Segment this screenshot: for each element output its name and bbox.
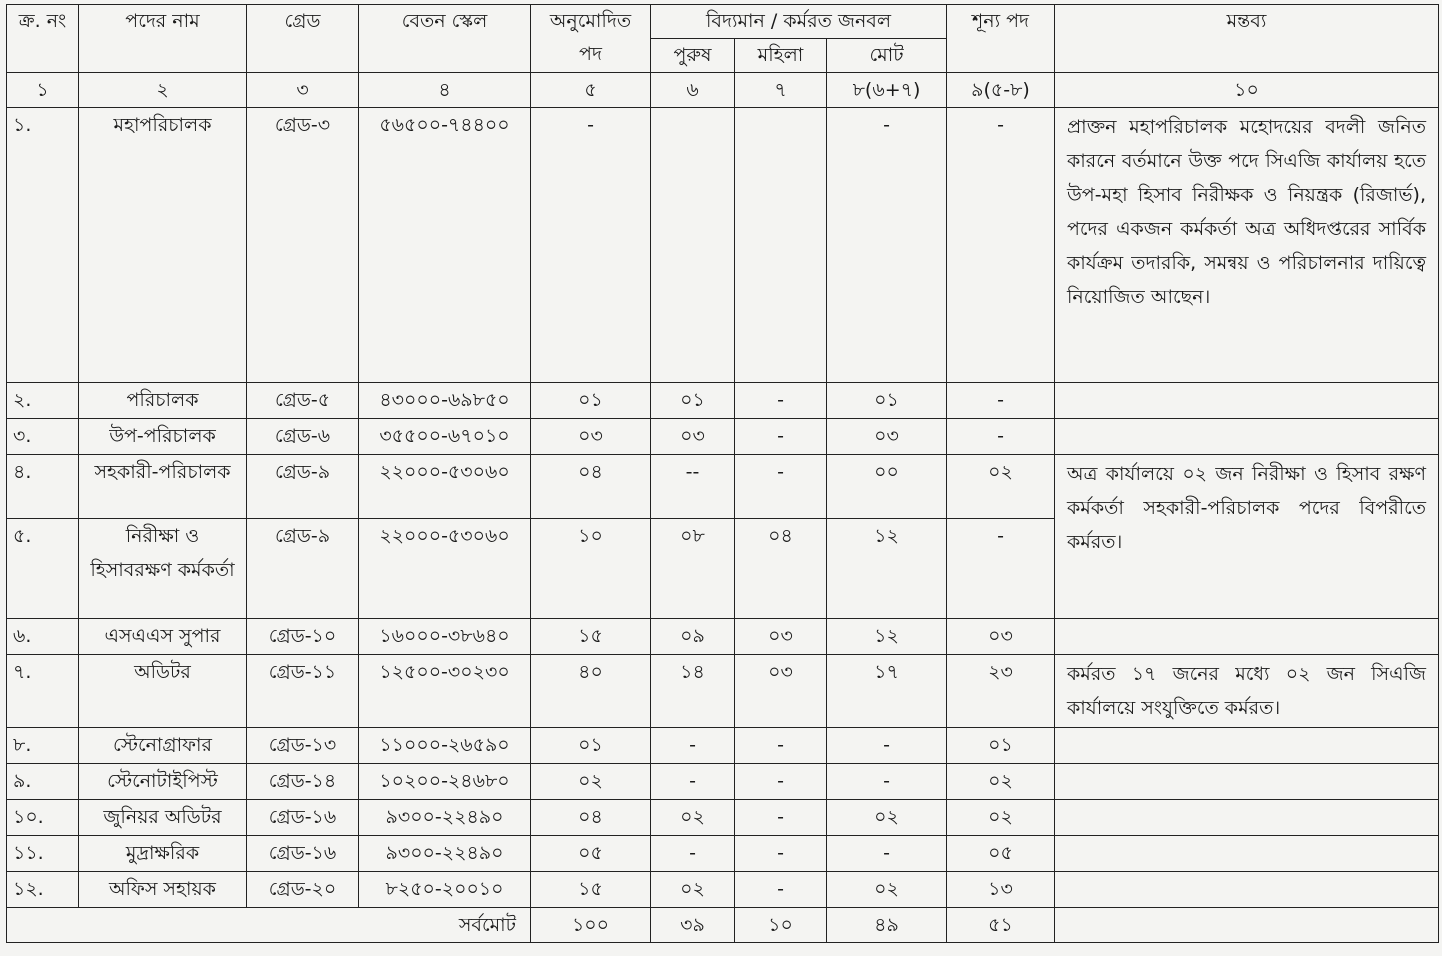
cell-vacant: ০২ — [947, 764, 1055, 800]
cell-serial: ১. — [7, 108, 79, 383]
header-vacant: শূন্য পদ — [947, 5, 1055, 73]
manpower-table — [6, 4, 1439, 943]
total-approved: ১০০ — [531, 908, 651, 943]
header-pay-scale: বেতন স্কেল — [359, 5, 531, 73]
col-number: ৪ — [359, 73, 531, 108]
cell-vacant: - — [947, 108, 1055, 383]
cell-post-name: পরিচালক — [79, 383, 247, 419]
total-vacant: ৫১ — [947, 908, 1055, 943]
cell-grade: গ্রেড-১১ — [247, 655, 359, 728]
cell-male: ০২ — [651, 872, 735, 908]
cell-approved: ১০ — [531, 519, 651, 619]
header-grade: গ্রেড — [247, 5, 359, 73]
cell-female: - — [735, 455, 827, 519]
cell-male: - — [651, 728, 735, 764]
cell-female: - — [735, 836, 827, 872]
cell-vacant: ১৩ — [947, 872, 1055, 908]
cell-total: ১২ — [827, 519, 947, 619]
cell-female: - — [735, 872, 827, 908]
cell-vacant: ০১ — [947, 728, 1055, 764]
cell-pay-scale: ২২০০০-৫৩০৬০ — [359, 455, 531, 519]
cell-grade: গ্রেড-১৪ — [247, 764, 359, 800]
cell-male — [651, 108, 735, 383]
col-number: ৫ — [531, 73, 651, 108]
cell-female: ০৩ — [735, 619, 827, 655]
cell-pay-scale: ৪৩০০০-৬৯৮৫০ — [359, 383, 531, 419]
col-number: ১ — [7, 73, 79, 108]
cell-pay-scale: ১৬০০০-৩৮৬৪০ — [359, 619, 531, 655]
cell-female: - — [735, 383, 827, 419]
cell-serial: ৩. — [7, 419, 79, 455]
cell-serial: ১১. — [7, 836, 79, 872]
table-row — [7, 108, 1439, 383]
header-female: মহিলা — [735, 39, 827, 73]
cell-grade: গ্রেড-৩ — [247, 108, 359, 383]
cell-approved: ০২ — [531, 764, 651, 800]
cell-female: - — [735, 800, 827, 836]
cell-approved: ০৩ — [531, 419, 651, 455]
cell-vacant: ০৫ — [947, 836, 1055, 872]
cell-post-name: এসএএস সুপার — [79, 619, 247, 655]
cell-post-name: স্টেনোগ্রাফার — [79, 728, 247, 764]
header-total: মোট — [827, 39, 947, 73]
cell-remark: প্রাক্তন মহাপরিচালক মহোদয়ের বদলী জনিত কারনে বর্তমানে উক্ত পদে সিএজি কার্যালয় হতে উপ-মহা হিসাব নিরীক্ষক ও নিয়ন্ত্রক (রিজার্ভ), পদের একজন কর্মকর্তা অত্র অধিদপ্তরের সার্বিক কার্যক্রম তদারকি, সমন্বয় ও পরিচালনার দায়িত্বে নিয়োজিত আছেন। — [1055, 108, 1439, 383]
cell-serial: ৯. — [7, 764, 79, 800]
cell-grade: গ্রেড-৫ — [247, 383, 359, 419]
cell-serial: ৭. — [7, 655, 79, 728]
cell-female: ০৩ — [735, 655, 827, 728]
col-number: ১০ — [1055, 73, 1439, 108]
header-male: পুরুষ — [651, 39, 735, 73]
table-row — [7, 872, 1439, 908]
cell-approved: - — [531, 108, 651, 383]
cell-remark: কর্মরত ১৭ জনের মধ্যে ০২ জন সিএজি কার্যালয়ে সংযুক্তিতে কর্মরত। — [1055, 655, 1439, 728]
cell-remark — [1055, 419, 1439, 455]
cell-post-name: অডিটর — [79, 655, 247, 728]
cell-approved: ০৪ — [531, 800, 651, 836]
cell-serial: ১০. — [7, 800, 79, 836]
cell-male: ১৪ — [651, 655, 735, 728]
cell-post-name: অফিস সহায়ক — [79, 872, 247, 908]
cell-male: - — [651, 764, 735, 800]
cell-remark — [1055, 800, 1439, 836]
cell-total: - — [827, 728, 947, 764]
cell-female — [735, 108, 827, 383]
cell-male: -- — [651, 455, 735, 519]
cell-total: - — [827, 108, 947, 383]
cell-serial: ২. — [7, 383, 79, 419]
cell-approved: ০৪ — [531, 455, 651, 519]
cell-serial: ৫. — [7, 519, 79, 619]
cell-grade: গ্রেড-১৬ — [247, 836, 359, 872]
table-row — [7, 455, 1439, 519]
table-row — [7, 728, 1439, 764]
cell-remark — [1055, 619, 1439, 655]
cell-post-name: মুদ্রাক্ষরিক — [79, 836, 247, 872]
header-remarks: মন্তব্য — [1055, 5, 1439, 73]
table-row — [7, 800, 1439, 836]
cell-vacant: ২৩ — [947, 655, 1055, 728]
cell-remark: অত্র কার্যালয়ে ০২ জন নিরীক্ষা ও হিসাব রক্ষণ কর্মকর্তা সহকারী-পরিচালক পদের বিপরীতে কর্মরত। — [1055, 455, 1439, 619]
cell-post-name: মহাপরিচালক — [79, 108, 247, 383]
cell-total: ০২ — [827, 872, 947, 908]
table-row — [7, 419, 1439, 455]
cell-vacant: ০৩ — [947, 619, 1055, 655]
total-female: ১০ — [735, 908, 827, 943]
cell-post-name: সহকারী-পরিচালক — [79, 455, 247, 519]
header-existing: বিদ্যমান / কর্মরত জনবল — [651, 5, 947, 39]
cell-pay-scale: ২২০০০-৫৩০৬০ — [359, 519, 531, 619]
cell-female: - — [735, 419, 827, 455]
table-row — [7, 764, 1439, 800]
cell-male: - — [651, 836, 735, 872]
cell-remark — [1055, 764, 1439, 800]
col-number: ৩ — [247, 73, 359, 108]
cell-approved: ০৫ — [531, 836, 651, 872]
cell-serial: ৪. — [7, 455, 79, 519]
cell-grade: গ্রেড-৯ — [247, 455, 359, 519]
cell-pay-scale: ১২৫০০-৩০২৩০ — [359, 655, 531, 728]
cell-vacant: ০২ — [947, 455, 1055, 519]
cell-male: ০২ — [651, 800, 735, 836]
cell-vacant: - — [947, 419, 1055, 455]
header-serial: ক্র. নং — [7, 5, 79, 73]
cell-serial: ৮. — [7, 728, 79, 764]
cell-remark — [1055, 872, 1439, 908]
table-row — [7, 655, 1439, 728]
cell-vacant: - — [947, 383, 1055, 419]
cell-remark — [1055, 383, 1439, 419]
cell-approved: ১৫ — [531, 619, 651, 655]
cell-pay-scale: ৩৫৫০০-৬৭০১০ — [359, 419, 531, 455]
col-number: ৯(৫-৮) — [947, 73, 1055, 108]
cell-approved: ১৫ — [531, 872, 651, 908]
manpower-table-sheet — [6, 4, 1438, 943]
cell-approved: ০১ — [531, 383, 651, 419]
cell-serial: ১২. — [7, 872, 79, 908]
total-total: ৪৯ — [827, 908, 947, 943]
header-approved: অনুমোদিত পদ — [531, 5, 651, 73]
cell-grade: গ্রেড-৬ — [247, 419, 359, 455]
table-row — [7, 619, 1439, 655]
cell-grade: গ্রেড-১৩ — [247, 728, 359, 764]
cell-post-name: স্টেনোটাইপিস্ট — [79, 764, 247, 800]
cell-grade: গ্রেড-২০ — [247, 872, 359, 908]
total-remark-empty — [1055, 908, 1439, 943]
cell-female: - — [735, 728, 827, 764]
cell-grade: গ্রেড-১৬ — [247, 800, 359, 836]
header-row-1 — [7, 5, 1439, 39]
col-number: ৮(৬+৭) — [827, 73, 947, 108]
cell-approved: ৪০ — [531, 655, 651, 728]
cell-female: - — [735, 764, 827, 800]
cell-total: ১৭ — [827, 655, 947, 728]
cell-grade: গ্রেড-৯ — [247, 519, 359, 619]
cell-total: ১২ — [827, 619, 947, 655]
cell-total: - — [827, 764, 947, 800]
cell-male: ০৮ — [651, 519, 735, 619]
cell-male: ০১ — [651, 383, 735, 419]
cell-pay-scale: ১১০০০-২৬৫৯০ — [359, 728, 531, 764]
cell-total: ০০ — [827, 455, 947, 519]
cell-pay-scale: ৯৩০০-২২৪৯০ — [359, 800, 531, 836]
col-number: ২ — [79, 73, 247, 108]
col-number: ৬ — [651, 73, 735, 108]
cell-female: ০৪ — [735, 519, 827, 619]
cell-remark — [1055, 836, 1439, 872]
cell-male: ০৩ — [651, 419, 735, 455]
cell-pay-scale: ৫৬৫০০-৭৪৪০০ — [359, 108, 531, 383]
cell-vacant: ০২ — [947, 800, 1055, 836]
cell-total: ০২ — [827, 800, 947, 836]
cell-approved: ০১ — [531, 728, 651, 764]
cell-vacant: - — [947, 519, 1055, 619]
cell-remark — [1055, 728, 1439, 764]
cell-total: ০৩ — [827, 419, 947, 455]
cell-grade: গ্রেড-১০ — [247, 619, 359, 655]
header-post-name: পদের নাম — [79, 5, 247, 73]
table-row — [7, 383, 1439, 419]
cell-serial: ৬. — [7, 619, 79, 655]
cell-post-name: নিরীক্ষা ও হিসাবরক্ষণ কর্মকর্তা — [79, 519, 247, 619]
cell-total: ০১ — [827, 383, 947, 419]
cell-pay-scale: ৮২৫০-২০০১০ — [359, 872, 531, 908]
col-number: ৭ — [735, 73, 827, 108]
grand-total-row — [7, 908, 1439, 943]
cell-post-name: উপ-পরিচালক — [79, 419, 247, 455]
cell-total: - — [827, 836, 947, 872]
cell-pay-scale: ৯৩০০-২২৪৯০ — [359, 836, 531, 872]
cell-post-name: জুনিয়র অডিটর — [79, 800, 247, 836]
cell-pay-scale: ১০২০০-২৪৬৮০ — [359, 764, 531, 800]
cell-male: ০৯ — [651, 619, 735, 655]
grand-total-label: সর্বমোট — [7, 908, 531, 943]
column-number-row — [7, 73, 1439, 108]
table-row — [7, 836, 1439, 872]
total-male: ৩৯ — [651, 908, 735, 943]
